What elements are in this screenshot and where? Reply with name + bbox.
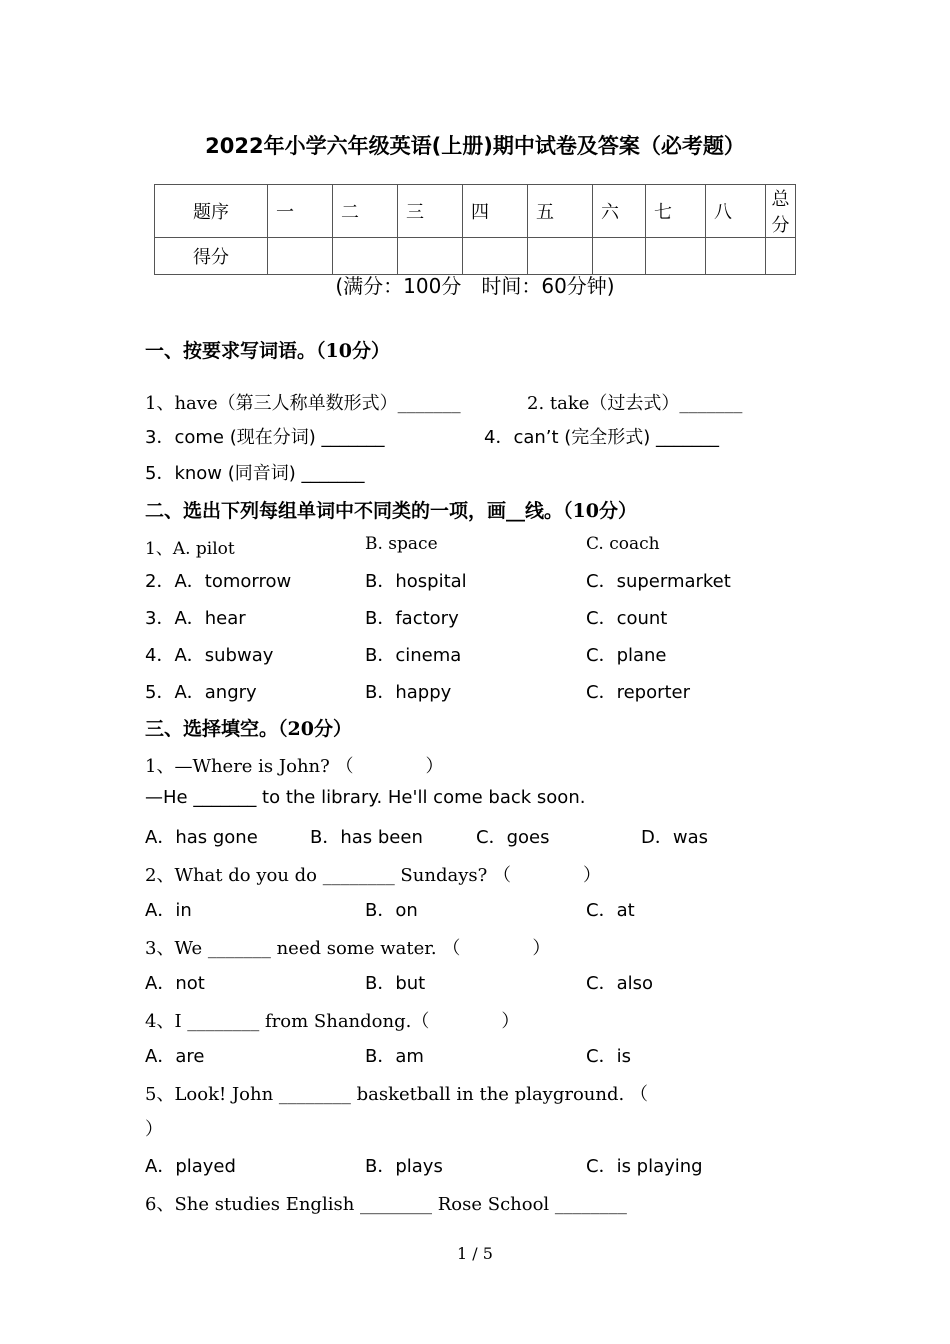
s2-row-5-b: B．happy (365, 682, 452, 703)
s3-q4-option-a: A．are (145, 1046, 205, 1067)
s1-question-4: 4．can’t (完全形式) _______ (484, 427, 720, 448)
score-cell[interactable] (398, 238, 463, 275)
score-cell[interactable] (646, 238, 706, 275)
score-cell[interactable] (593, 238, 646, 275)
score-header-cell: 六 (593, 185, 646, 238)
s2-row-5-c: C．reporter (586, 682, 691, 703)
s2-row-1-b: B. space (365, 534, 438, 554)
score-cell[interactable] (706, 238, 766, 275)
score-header-cell: 七 (646, 185, 706, 238)
s3-q6-stem: 6、She studies English ________ Rose School ________ (145, 1194, 627, 1215)
s3-q4-option-b: B．am (365, 1046, 424, 1067)
s1-question-2: 2. take（过去式）_______ (527, 393, 743, 414)
s2-row-2-b: B．hospital (365, 571, 467, 592)
s2-row-4-c: C．plane (586, 645, 667, 666)
s2-row-2-a: 2．A．tomorrow (145, 571, 292, 592)
score-cell[interactable] (463, 238, 528, 275)
s2-row-3-b: B．factory (365, 608, 459, 629)
s3-q1-stem: 1、—Where is John? （ ） (145, 756, 444, 777)
page-title: 2022年小学六年级英语(上册)期中试卷及答案（必考题） (205, 134, 745, 158)
s1-question-1: 1、have（第三人称单数形式）_______ (145, 393, 461, 414)
s1-question-5: 5．know (同音词) _______ (145, 463, 365, 484)
s3-q3-option-b: B．but (365, 973, 426, 994)
score-row-label: 得分 (155, 238, 268, 275)
score-cell[interactable] (528, 238, 593, 275)
s3-q2-stem: 2、What do you do ________ Sundays? （ ） (145, 865, 601, 886)
score-header-cell: 二 (333, 185, 398, 238)
score-table-header-row (155, 185, 796, 238)
s3-q5-option-a: A．played (145, 1156, 236, 1177)
s2-row-3-c: C．count (586, 608, 668, 629)
score-cell[interactable] (333, 238, 398, 275)
s3-q3-option-c: C．also (586, 973, 653, 994)
s3-q1-option-d: D．was (641, 827, 708, 848)
s2-row-3-a: 3．A．hear (145, 608, 246, 629)
score-table-score-row (155, 238, 796, 275)
s3-q5-stem: 5、Look! John ________ basketball in the playground. （ (145, 1084, 648, 1105)
score-header-cell: 五 (528, 185, 593, 238)
score-cell[interactable] (268, 238, 333, 275)
section-2-heading: 二、选出下列每组单词中不同类的一项，画__线。（10分） (145, 500, 637, 522)
s3-q5-option-c: C．is playing (586, 1156, 703, 1177)
s3-q2-option-c: C．at (586, 900, 635, 921)
s1-question-3: 3．come (现在分词) _______ (145, 427, 385, 448)
s3-q3-stem: 3、We _______ need some water. （ ） (145, 938, 551, 959)
score-cell[interactable] (766, 238, 796, 275)
section-1-heading: 一、按要求写词语。（10分） (145, 340, 390, 362)
score-header-cell: 总分 (766, 185, 796, 238)
s2-row-4-b: B．cinema (365, 645, 462, 666)
s2-row-4-a: 4．A．subway (145, 645, 274, 666)
s3-q4-option-c: C．is (586, 1046, 631, 1067)
score-table (154, 184, 796, 275)
s3-q1-line2: —He _______ to the library. He'll come back soon. (145, 787, 586, 808)
s3-q2-option-b: B．on (365, 900, 418, 921)
s3-q1-option-b: B．has been (310, 827, 423, 848)
score-header-cell: 一 (268, 185, 333, 238)
score-header-cell: 八 (706, 185, 766, 238)
exam-subtitle: (满分：100分 时间：60分钟) (335, 274, 615, 298)
score-header-cell: 四 (463, 185, 528, 238)
score-header-cell: 三 (398, 185, 463, 238)
s3-q5-stem-continuation: ） (145, 1119, 163, 1140)
s2-row-1-c: C. coach (586, 534, 660, 554)
s3-q2-option-a: A．in (145, 900, 192, 921)
score-header-cell: 题序 (155, 185, 268, 238)
s3-q4-stem: 4、I ________ from Shandong.（ ） (145, 1011, 520, 1032)
s3-q1-option-a: A．has gone (145, 827, 258, 848)
s3-q1-option-c: C．goes (476, 827, 550, 848)
s2-row-2-c: C．supermarket (586, 571, 731, 592)
s3-q3-option-a: A．not (145, 973, 205, 994)
s3-q5-option-b: B．plays (365, 1156, 443, 1177)
page-number: 1 / 5 (457, 1244, 493, 1263)
s2-row-1-a: 1、A. pilot (145, 539, 235, 559)
section-3-heading: 三、选择填空。（20分） (145, 718, 352, 740)
s2-row-5-a: 5．A．angry (145, 682, 257, 703)
